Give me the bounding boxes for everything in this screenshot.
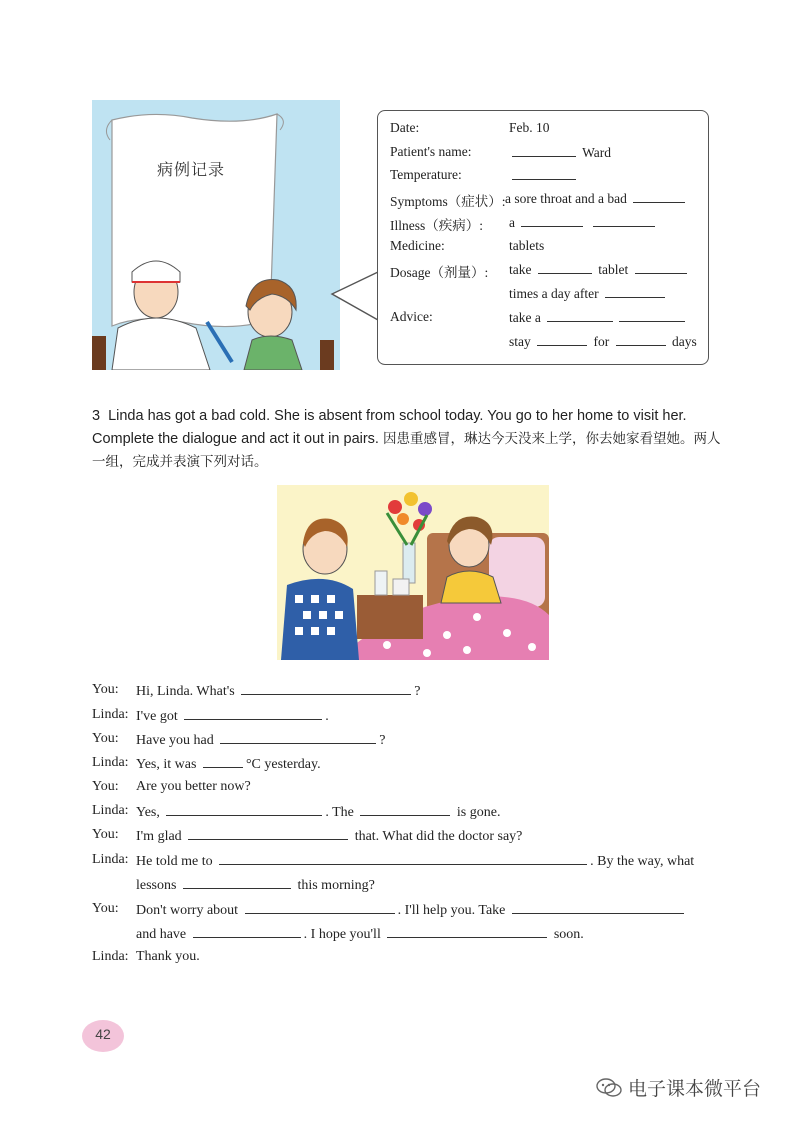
blank[interactable] (547, 309, 613, 322)
blank[interactable] (619, 309, 685, 322)
blank[interactable] (521, 214, 583, 227)
blank[interactable] (203, 755, 243, 768)
exercise-instruction-cn: 因患重感冒，琳达今天没来上学，你去她家看望她。两人一组，完成并表演下列对话。 (92, 431, 721, 470)
sickroom-illustration (277, 485, 549, 660)
wechat-icon (596, 1078, 622, 1098)
bubble-pointer (330, 270, 382, 330)
watermark (596, 1074, 761, 1101)
blank[interactable] (605, 285, 665, 298)
watermark-text: 电子课本微平台 (628, 1078, 762, 1100)
blank[interactable] (193, 925, 301, 938)
blank[interactable] (537, 333, 587, 346)
blank[interactable] (184, 707, 322, 720)
exercise-instruction-en: Linda has got a bad cold. She is absent from school today. You go to her home to visit her. Complete the dialogue and act it out in pairs. (92, 408, 687, 447)
blank[interactable] (635, 261, 687, 274)
doctor-illustration (92, 100, 340, 370)
blank[interactable] (220, 731, 376, 744)
blank[interactable] (593, 214, 655, 227)
exercise-number: 3 (92, 408, 101, 424)
blank[interactable] (512, 167, 576, 180)
scroll-title: 病例记录 (157, 160, 226, 179)
blank[interactable] (188, 827, 348, 840)
blank[interactable] (360, 803, 450, 816)
blank[interactable] (245, 901, 395, 914)
blank[interactable] (512, 901, 684, 914)
blank[interactable] (616, 333, 666, 346)
blank[interactable] (219, 852, 587, 865)
blank[interactable] (512, 144, 576, 157)
blank[interactable] (241, 682, 411, 695)
blank[interactable] (166, 803, 322, 816)
blank[interactable] (183, 876, 291, 889)
exercise-instruction (92, 405, 732, 474)
page-number: 42 (95, 1026, 111, 1042)
blank[interactable] (633, 190, 685, 203)
blank[interactable] (387, 925, 547, 938)
blank[interactable] (538, 261, 592, 274)
